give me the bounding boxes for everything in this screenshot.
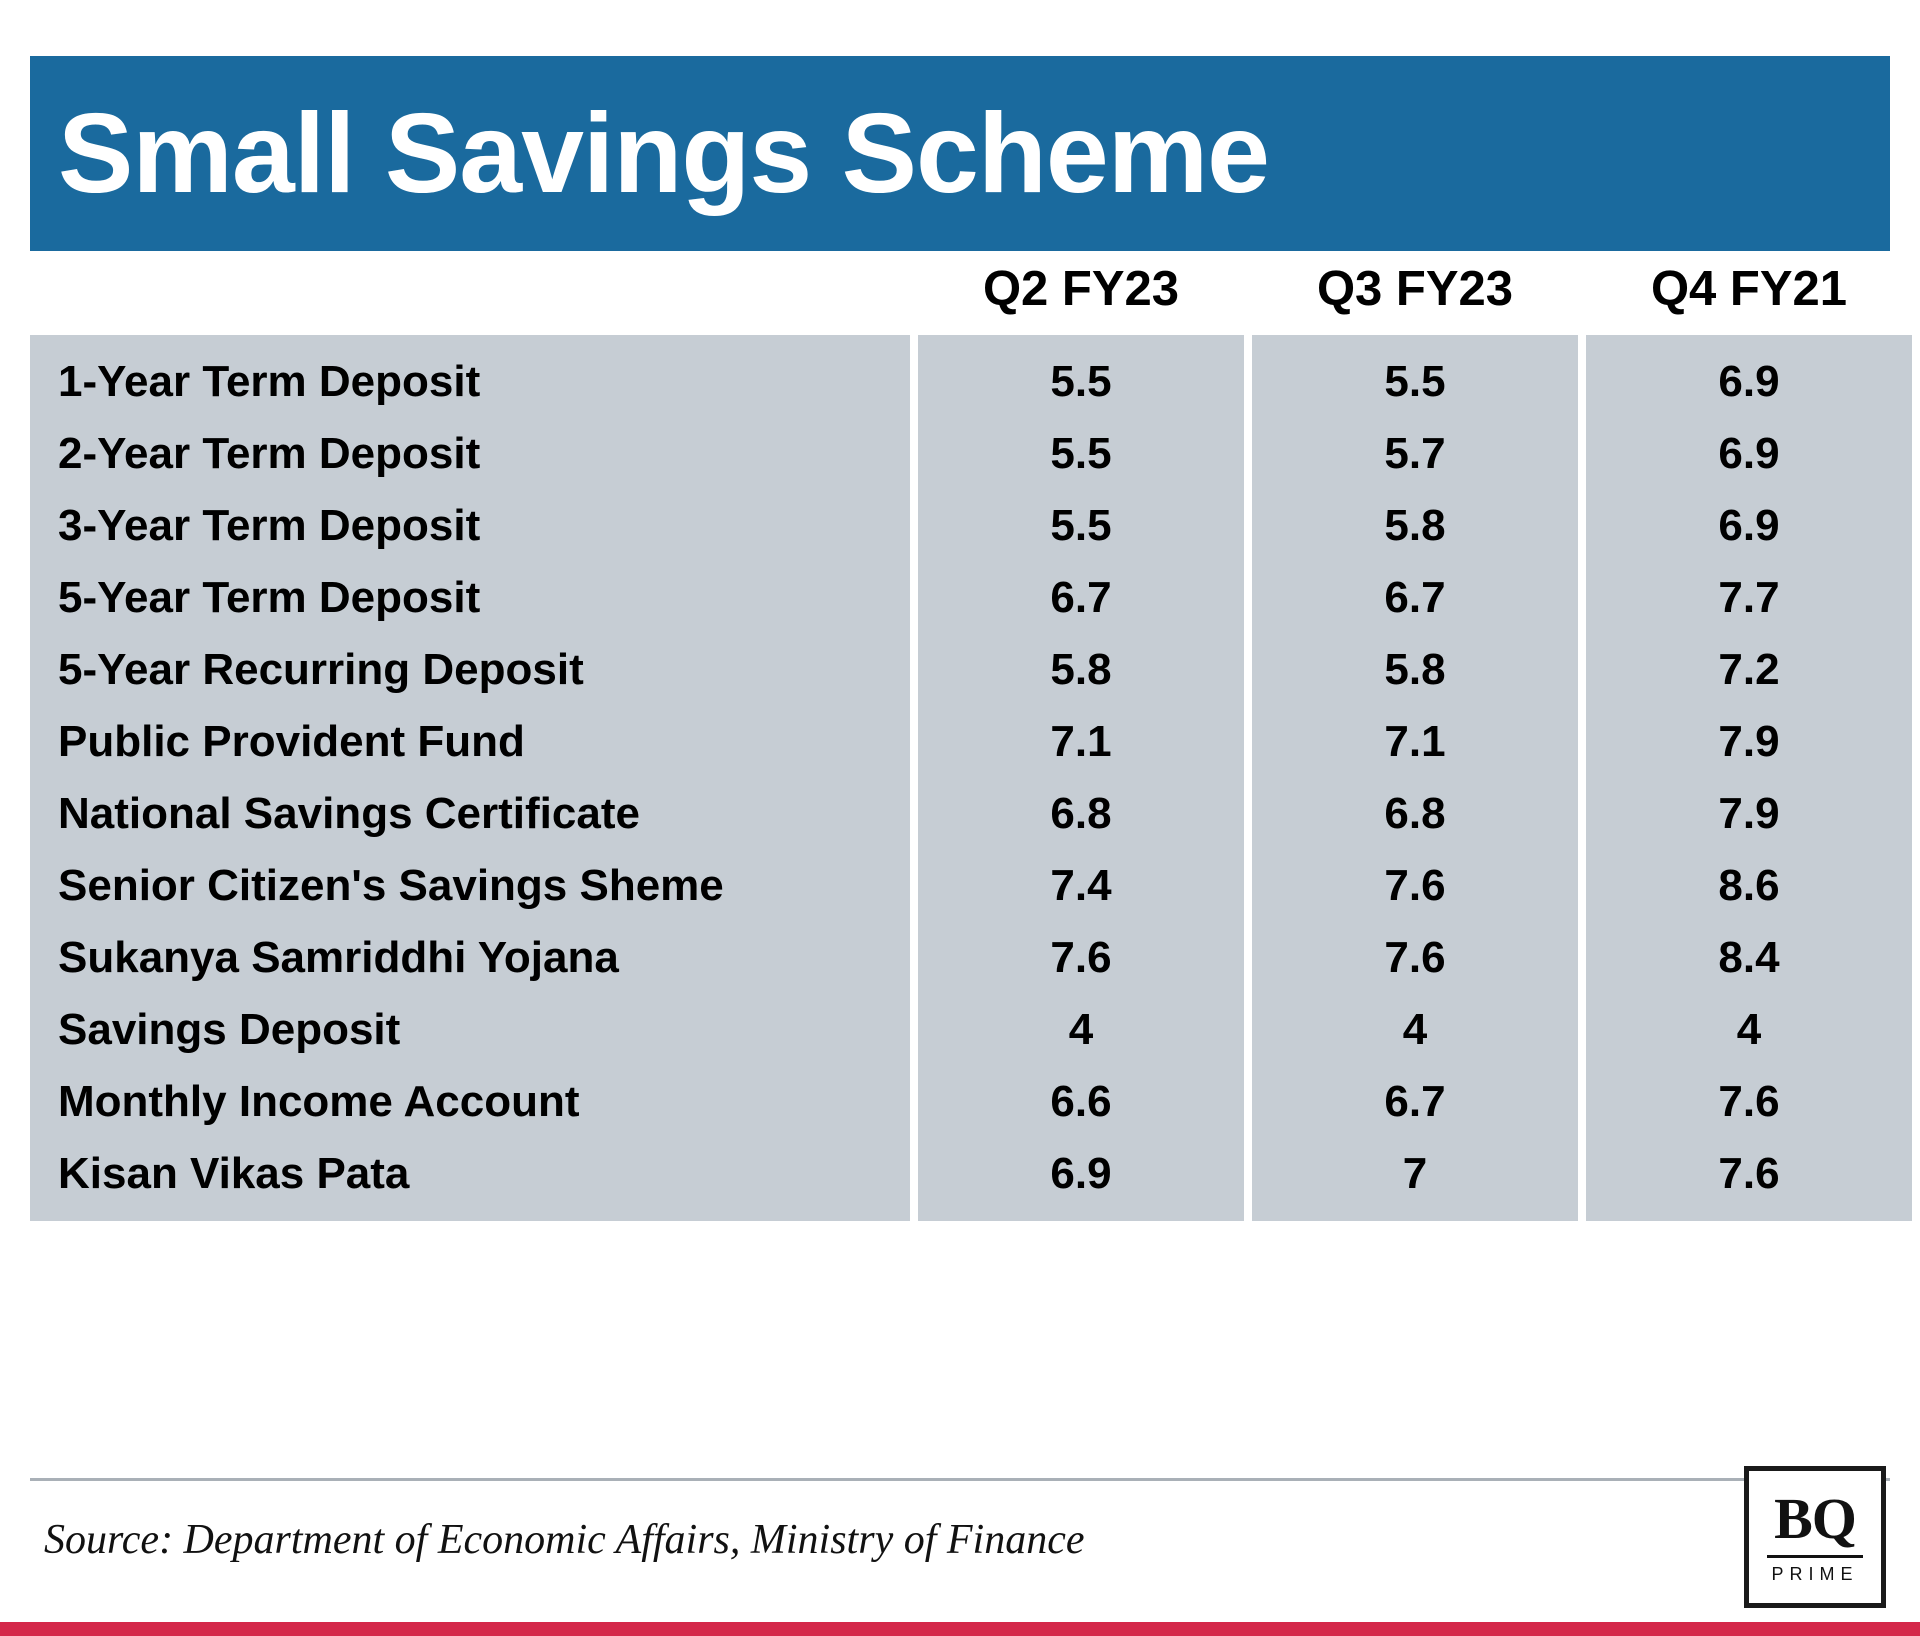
cell-q4fy21: 6.9 bbox=[1586, 490, 1912, 562]
row-label: Public Provident Fund bbox=[30, 706, 910, 778]
source-note: Source: Department of Economic Affairs, Ministry of Finance bbox=[44, 1517, 1085, 1563]
cell-q3fy23: 6.8 bbox=[1252, 778, 1578, 850]
table-row bbox=[30, 994, 1912, 1066]
column-header-q2fy23: Q2 FY23 bbox=[918, 251, 1244, 335]
cell-q3fy23: 6.7 bbox=[1252, 1066, 1578, 1138]
row-label: 1-Year Term Deposit bbox=[30, 335, 910, 418]
small-savings-table bbox=[22, 251, 1920, 1221]
table-container bbox=[30, 251, 1890, 1221]
cell-q3fy23: 5.8 bbox=[1252, 634, 1578, 706]
row-label: Kisan Vikas Pata bbox=[30, 1138, 910, 1221]
cell-q2fy23: 6.8 bbox=[918, 778, 1244, 850]
table-header-row bbox=[30, 251, 1912, 335]
cell-q2fy23: 4 bbox=[918, 994, 1244, 1066]
table-header bbox=[30, 251, 1912, 335]
row-label: 2-Year Term Deposit bbox=[30, 418, 910, 490]
cell-q3fy23: 7.6 bbox=[1252, 922, 1578, 994]
title-banner bbox=[30, 56, 1890, 251]
cell-q2fy23: 5.8 bbox=[918, 634, 1244, 706]
cell-q4fy21: 6.9 bbox=[1586, 335, 1912, 418]
column-header-q4fy21: Q4 FY21 bbox=[1586, 251, 1912, 335]
cell-q4fy21: 7.9 bbox=[1586, 778, 1912, 850]
logo-divider bbox=[1767, 1555, 1863, 1558]
cell-q4fy21: 7.2 bbox=[1586, 634, 1912, 706]
cell-q4fy21: 8.6 bbox=[1586, 850, 1912, 922]
table-row bbox=[30, 634, 1912, 706]
table-row bbox=[30, 850, 1912, 922]
table-row bbox=[30, 706, 1912, 778]
cell-q4fy21: 7.7 bbox=[1586, 562, 1912, 634]
row-label: 5-Year Term Deposit bbox=[30, 562, 910, 634]
table-body bbox=[30, 335, 1912, 1221]
logo-wordmark: PRIME bbox=[1771, 1563, 1859, 1584]
row-label: Sukanya Samriddhi Yojana bbox=[30, 922, 910, 994]
logo-mark: BQ bbox=[1774, 1485, 1856, 1551]
divider bbox=[30, 1478, 1890, 1481]
table-row bbox=[30, 922, 1912, 994]
table-row bbox=[30, 490, 1912, 562]
column-header-q3fy23: Q3 FY23 bbox=[1252, 251, 1578, 335]
cell-q3fy23: 5.5 bbox=[1252, 335, 1578, 418]
row-label: Savings Deposit bbox=[30, 994, 910, 1066]
bottom-accent-bar bbox=[0, 1622, 1920, 1636]
cell-q2fy23: 6.7 bbox=[918, 562, 1244, 634]
cell-q3fy23: 5.8 bbox=[1252, 490, 1578, 562]
table-row bbox=[30, 778, 1912, 850]
cell-q2fy23: 7.4 bbox=[918, 850, 1244, 922]
row-label: 3-Year Term Deposit bbox=[30, 490, 910, 562]
cell-q2fy23: 6.9 bbox=[918, 1138, 1244, 1221]
table-row bbox=[30, 562, 1912, 634]
row-label: National Savings Certificate bbox=[30, 778, 910, 850]
cell-q4fy21: 4 bbox=[1586, 994, 1912, 1066]
cell-q3fy23: 7.6 bbox=[1252, 850, 1578, 922]
cell-q2fy23: 5.5 bbox=[918, 490, 1244, 562]
cell-q4fy21: 7.9 bbox=[1586, 706, 1912, 778]
cell-q4fy21: 6.9 bbox=[1586, 418, 1912, 490]
top-accent-bar bbox=[0, 0, 1920, 8]
cell-q3fy23: 5.7 bbox=[1252, 418, 1578, 490]
cell-q2fy23: 5.5 bbox=[918, 418, 1244, 490]
cell-q3fy23: 4 bbox=[1252, 994, 1578, 1066]
cell-q4fy21: 7.6 bbox=[1586, 1066, 1912, 1138]
row-label: 5-Year Recurring Deposit bbox=[30, 634, 910, 706]
cell-q3fy23: 6.7 bbox=[1252, 562, 1578, 634]
table-row bbox=[30, 1138, 1912, 1221]
table-row bbox=[30, 1066, 1912, 1138]
cell-q2fy23: 6.6 bbox=[918, 1066, 1244, 1138]
cell-q3fy23: 7.1 bbox=[1252, 706, 1578, 778]
cell-q4fy21: 7.6 bbox=[1586, 1138, 1912, 1221]
cell-q3fy23: 7 bbox=[1252, 1138, 1578, 1221]
cell-q2fy23: 7.1 bbox=[918, 706, 1244, 778]
column-header-scheme bbox=[30, 251, 910, 335]
row-label: Monthly Income Account bbox=[30, 1066, 910, 1138]
table-row bbox=[30, 418, 1912, 490]
bq-prime-logo bbox=[1744, 1466, 1886, 1608]
page-title: Small Savings Scheme bbox=[58, 90, 1270, 216]
cell-q2fy23: 5.5 bbox=[918, 335, 1244, 418]
table-row bbox=[30, 335, 1912, 418]
row-label: Senior Citizen's Savings Sheme bbox=[30, 850, 910, 922]
cell-q4fy21: 8.4 bbox=[1586, 922, 1912, 994]
cell-q2fy23: 7.6 bbox=[918, 922, 1244, 994]
